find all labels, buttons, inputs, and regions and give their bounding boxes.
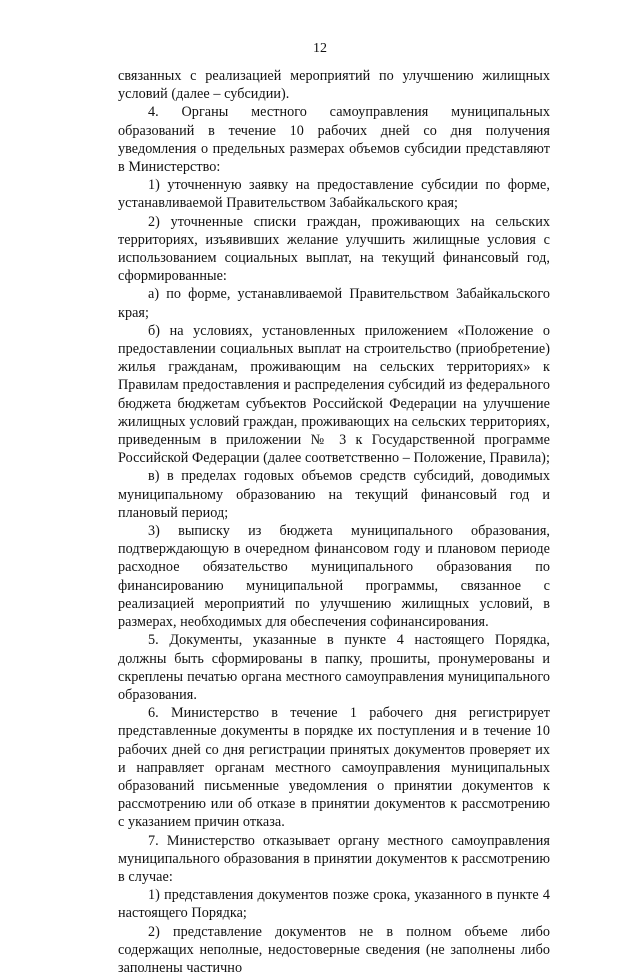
paragraph-item-4-2-v: в) в пределах годовых объемов средств субсидий, доводимых муниципальному образованию на текущий финансовый год и плановый период;	[118, 468, 550, 521]
page-number: 12	[313, 41, 327, 56]
paragraph-item-4-2: 2) уточненные списки граждан, проживающих на сельских территориях, изъявивших желание улучшить жилищные условия с использованием социальных выплат, на текущий финансовый год, сформированные:	[118, 213, 550, 285]
paragraph-item-4-2-a: а) по форме, устанавливаемой Правительством Забайкальского края;	[118, 286, 550, 321]
paragraph-item-7-1: 1) представления документов позже срока, указанного в пункте 4 настоящего Порядка;	[118, 887, 550, 922]
paragraph-item-4-3: 3) выписку из бюджета муниципального образования, подтверждающую в очередном финансовом году и плановом периоде расходное обязательство муниципального образования по финансированию муниципальной программы, связанное с реализацией мероприятий по улучшению жилищных условий, в размерах, необходимых для обеспечения софинансирования.	[118, 523, 550, 631]
paragraph-item-7-2: 2) представление документов не в полном объеме либо содержащих неполные, недостоверные сведения (не заполнены либо заполнены частично	[118, 923, 550, 976]
paragraph-item-4: 4. Органы местного самоуправления муниципальных образований в течение 10 рабочих дней со дня получения уведомления о предельных размерах объемов субсидии представляют в Министерство:	[118, 104, 550, 176]
paragraph-item-5: 5. Документы, указанные в пункте 4 настоящего Порядка, должны быть сформированы в папку, прошиты, пронумерованы и скреплены печатью органа местного самоуправления муниципального образования.	[118, 632, 550, 703]
paragraph-item-4-2-b: б) на условиях, установленных приложением «Положение о предоставлении социальных выплат на строительство (приобретение) жилья гражданам, проживающим на сельских территориях» к Правилам предоставления и распределения субсидий из федерального бюджета бюджетам субъектов Российской Федерации на улучшение жилищных условий граждан, проживающих на сельских территориях, приведенным в приложении № 3 к Государственной программе Российской Федерации (далее соответственно – Положение, Правила);	[118, 322, 550, 467]
paragraph-item-4-1: 1) уточненную заявку на предоставление субсидии по форме, устанавливаемой Правительством Забайкальского края;	[118, 177, 550, 212]
body-text	[118, 67, 550, 977]
paragraph-item-6: 6. Министерство в течение 1 рабочего дня регистрирует представленные документы в порядке их поступления и в течение 10 рабочих дней со дня регистрации принятых документов проверяет их и направляет органам местного самоуправления муниципальных образований письменные уведомления о принятии документов к рассмотрению или об отказе в принятии документов к рассмотрению с указанием причин отказа.	[118, 705, 550, 831]
paragraph-continuation: связанных с реализацией мероприятий по улучшению жилищных условий (далее – субсидии).	[118, 68, 550, 103]
paragraph-item-7: 7. Министерство отказывает органу местного самоуправления муниципального образования в принятии документов к рассмотрению в случае:	[118, 832, 550, 885]
